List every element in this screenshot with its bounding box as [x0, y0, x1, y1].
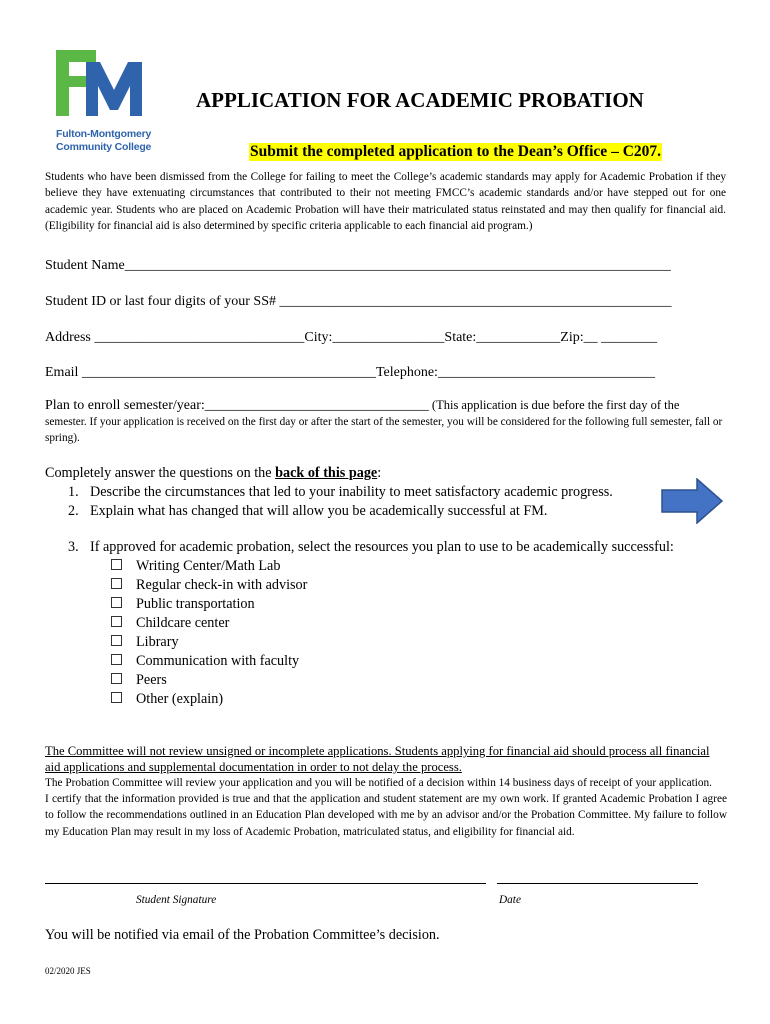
question-1-number: 1. — [68, 484, 79, 500]
student-id-line[interactable]: ________________________________________________________ — [279, 294, 672, 309]
submit-instructions: Submit the completed application to the Dean’s Office – C207. — [250, 143, 662, 160]
checkbox-icon[interactable] — [111, 616, 122, 627]
resource-label: Communication with faculty — [136, 653, 300, 669]
date-line[interactable] — [497, 883, 698, 884]
resource-checkbox-other[interactable] — [111, 691, 223, 708]
plan-due-note: (This application is due before the first day of the — [428, 398, 680, 412]
contact-row — [45, 365, 655, 381]
checkbox-icon[interactable] — [111, 654, 122, 665]
checkbox-icon[interactable] — [111, 673, 122, 684]
intro-paragraph: Students who have been dismissed from the College for failing to meet the College’s academic standards may apply for Academic Probation if they believe they have extenuating circumstances that contributed to their not meeting FMCC’s academic standards and/or have stepped out for one academic year. Students who are placed on Academic Probation will have their matriculated status reinstated and may then qualify for financial aid. (Eligibility for financial aid is also determined by specific criteria applicable to each financial aid program.) — [45, 171, 726, 232]
logo-college-name-line2: Community College — [56, 141, 152, 153]
question-3 — [68, 539, 674, 556]
resource-label: Library — [136, 634, 179, 650]
question-2 — [68, 503, 547, 520]
plan-line[interactable]: ________________________________ — [204, 398, 429, 413]
question-2-text: Explain what has changed that will allow you be academically successful at FM. — [90, 503, 548, 519]
question-3-text: If approved for academic probation, select the resources you plan to use to be academically successful: — [90, 539, 674, 555]
question-1 — [68, 484, 613, 501]
notification-note: You will be notified via email of the Probation Committee’s decision. — [45, 927, 440, 943]
telephone-label: Telephone: — [375, 365, 438, 380]
state-label: State: — [444, 330, 477, 345]
student-id-field[interactable] — [45, 294, 672, 310]
checkbox-icon[interactable] — [111, 559, 122, 570]
student-name-field[interactable] — [45, 258, 671, 274]
fm-logo-mark — [56, 50, 142, 116]
question-2-number: 2. — [68, 503, 79, 519]
right-arrow-icon — [661, 478, 723, 524]
resource-checkbox-childcare[interactable] — [111, 615, 229, 632]
question-1-text: Describe the circumstances that led to your inability to meet satisfactory academic progress. — [90, 484, 613, 500]
address-row — [45, 330, 657, 346]
student-name-label: Student Name — [45, 258, 125, 273]
checkbox-icon[interactable] — [111, 578, 122, 589]
resource-label: Peers — [136, 672, 167, 688]
questions-intro — [45, 465, 381, 482]
back-of-page-link: back of this page — [275, 465, 378, 481]
checkbox-icon[interactable] — [111, 597, 122, 608]
state-line[interactable]: ____________ — [476, 330, 561, 345]
student-signature-line[interactable] — [45, 883, 486, 884]
zip-line[interactable]: __ ________ — [583, 330, 658, 345]
question-3-number: 3. — [68, 539, 79, 555]
college-logo — [56, 50, 152, 160]
email-line[interactable]: __________________________________________ — [81, 365, 376, 380]
date-label: Date — [499, 894, 521, 906]
certification-statement: The Probation Committee will review your application and you will be notified of a decision within 14 business days of receipt of your application. I certify that the information provided is true and that the application and student statement are my own work. If granted Academic Probation I agree to follow the recommendations outlined in an Education Plan developed with me by an advisor and/or the Probation Committee. My failure to follow my Education Plan may result in my loss of Academic Probation, matriculated status, and eligibility for financial aid. — [45, 777, 727, 838]
resource-label: Writing Center/Math Lab — [136, 558, 281, 574]
resource-checkbox-peers[interactable] — [111, 672, 167, 689]
plan-label: Plan to enroll semester/year: — [45, 398, 205, 413]
resource-label: Public transportation — [136, 596, 255, 612]
student-signature-label: Student Signature — [136, 894, 217, 906]
resource-checkbox-transportation[interactable] — [111, 596, 255, 613]
logo-college-name-line1: Fulton-Montgomery — [56, 128, 152, 140]
address-line[interactable]: ______________________________ — [94, 330, 305, 345]
questions-intro-colon: : — [377, 465, 382, 481]
student-id-label: Student ID or last four digits of your SS# — [45, 294, 280, 309]
checkbox-icon[interactable] — [111, 635, 122, 646]
resource-checkbox-library[interactable] — [111, 634, 179, 651]
email-label: Email — [45, 365, 82, 380]
resource-label: Regular check-in with advisor — [136, 577, 308, 593]
resource-label: Other (explain) — [136, 691, 224, 707]
plan-note: semester. If your application is received on the first day or after the start of the semester, you will be considered for the following full semester, fall or spring). — [45, 416, 723, 444]
city-label: City: — [304, 330, 333, 345]
zip-label: Zip: — [560, 330, 584, 345]
footer-revision: 02/2020 JES — [45, 966, 91, 976]
resource-label: Childcare center — [136, 615, 230, 631]
resource-checkbox-advisor[interactable] — [111, 577, 307, 594]
student-name-line[interactable]: ______________________________________________________________________________ — [124, 258, 671, 273]
page-title: APPLICATION FOR ACADEMIC PROBATION — [196, 88, 644, 112]
questions-intro-text: Completely answer the questions on the — [45, 465, 276, 481]
resource-checkbox-faculty[interactable] — [111, 653, 299, 670]
plan-row — [45, 398, 679, 414]
checkbox-icon[interactable] — [111, 692, 122, 703]
city-line[interactable]: ________________ — [332, 330, 445, 345]
address-label: Address — [45, 330, 95, 345]
telephone-line[interactable]: _______________________________ — [437, 365, 655, 380]
resource-checkbox-writing-center[interactable] — [111, 558, 280, 575]
committee-notice: The Committee will not review unsigned or incomplete applications. Students applying for financial aid should process all financial aid applications and supplemental documentation in order to not delay the process. — [45, 744, 710, 774]
